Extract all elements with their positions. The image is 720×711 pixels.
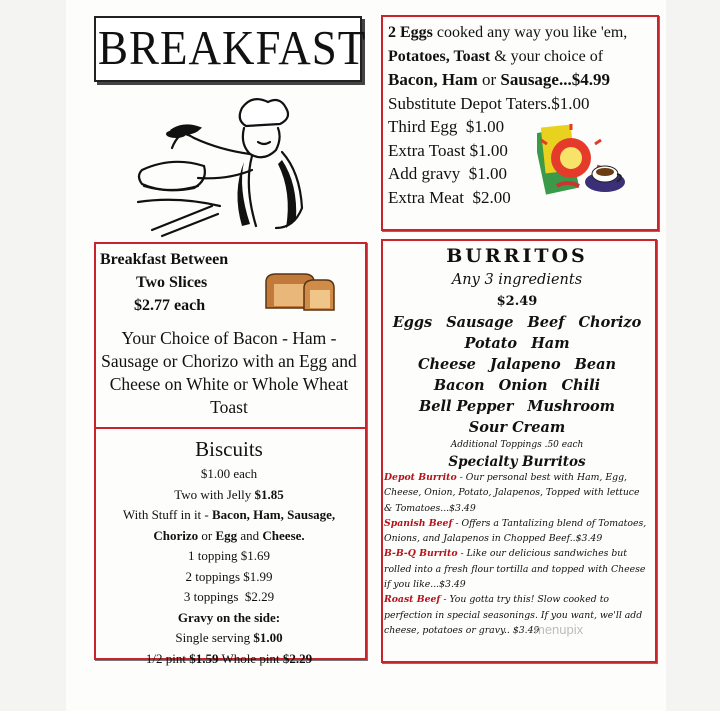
eggs-line-3 (388, 68, 658, 92)
gravy-single (99, 628, 359, 649)
specialty-desc: - Like our delicious sandwiches but rolled into a fresh flour tortilla and topped with Cheese if you like...$3.49 (384, 548, 646, 591)
page-title: BREAKFAST (98, 20, 367, 75)
eggs-or: or (481, 70, 497, 89)
specialty-name: Roast Beef (384, 594, 441, 606)
burritos-title: BURRITOS (446, 245, 588, 267)
stuff-and: and (240, 527, 260, 543)
stuff-cheese: Cheese. (262, 527, 305, 543)
breakfast-plate-icon (537, 124, 629, 200)
ingredient: Ham (531, 335, 570, 352)
ingredient: Mushroom (527, 398, 616, 415)
extra-substitute: Substitute Depot Taters.$1.00 (388, 93, 590, 113)
additional-toppings: Additional Toppings .50 each (450, 440, 584, 450)
specialty-item (384, 470, 648, 516)
ingredient-row-6 (384, 417, 650, 438)
biscuits-stuff (99, 505, 359, 526)
between-line-2: Two Slices (136, 274, 208, 291)
stuff-items: Bacon, Ham, Sausage, (212, 507, 336, 522)
ingredient: Beef (527, 314, 565, 331)
extra-toast: Extra Toast $1.00 (388, 140, 508, 160)
eggs-bold-3: Bacon, Ham (388, 70, 478, 89)
between-description: Your Choice of Bacon - Ham - Sausage or Chorizo with an Egg and Cheese on White or Whole Wheat Toast (101, 328, 357, 417)
eggs-price: Sausage...$4.99 (500, 70, 610, 89)
single-label: Single serving (175, 630, 251, 645)
between-line-1: Breakfast Between (100, 251, 229, 268)
ingredient: Jalapeno (489, 356, 561, 373)
jelly-label: Two with Jelly (174, 486, 252, 502)
topping-3: 3 toppings $2.29 (183, 589, 275, 604)
ingredient: Onion (498, 377, 548, 394)
half-label: 1/2 pint (145, 650, 186, 666)
ingredient-row-1 (384, 312, 650, 333)
ingredient: Potato (464, 335, 518, 352)
ingredient: Cheese (417, 356, 476, 373)
stuff-or: or (201, 527, 213, 543)
burritos-price: $2.49 (496, 294, 538, 309)
watermark: menupix (534, 622, 584, 637)
stuff-label: With Stuff in it - (122, 507, 209, 522)
single-price: $1.00 (253, 630, 283, 645)
specialty-list (384, 470, 648, 638)
toast-icon (260, 272, 336, 314)
extra-third-egg: Third Egg $1.00 (388, 117, 505, 136)
biscuits-section (99, 434, 359, 669)
topping-2: 2 toppings $1.99 (185, 568, 273, 584)
ingredient-row-5 (384, 396, 650, 417)
specialty-desc: - You gotta try this! Slow cooked to perfection in special seasonings. If you want, we'll add cheese, potatoes or gravy.. $3.49 (384, 594, 643, 636)
between-slices-heading (100, 248, 228, 317)
between-price: $2.77 each (134, 297, 206, 314)
eggs-bold-2: Potatoes, Toast (388, 47, 491, 65)
ingredient: Sausage (446, 314, 514, 331)
ingredient: Bean (574, 356, 617, 373)
specialty-title: Specialty Burritos (448, 454, 586, 470)
ingredient: Bacon (433, 377, 485, 394)
ingredient: Bell Pepper (418, 398, 514, 415)
eggs-bold-1: 2 Eggs (388, 24, 433, 41)
specialty-name: Spanish Beef (384, 517, 453, 529)
biscuits-title: Biscuits (195, 437, 263, 461)
specialty-desc: - Offers a Tantalizing blend of Tomatoes, Onions, and Jalapenos in Chopped Beef..$3.49 (384, 517, 647, 545)
gravy-title: Gravy on the side: (177, 609, 281, 625)
specialty-name: Depot Burrito (384, 472, 457, 483)
burritos-section (384, 242, 650, 472)
gravy-pints (99, 649, 359, 670)
jelly-price: $1.85 (254, 486, 284, 502)
whole-label: Whole pint (221, 650, 280, 666)
eggs-rest-2: & your choice of (490, 47, 604, 65)
topping-1: 1 topping $1.69 (188, 548, 270, 563)
specialty-item (384, 516, 648, 547)
ingredient: Sour Cream (468, 419, 566, 436)
biscuits-each: $1.00 each (200, 466, 258, 481)
half-price: $1.59 (189, 650, 219, 666)
specialty-desc: - Our personal best with Ham, Egg, Cheese, Onion, Potato, Jalapenos, Topped with lettuce & Tomatoes...$3.49 (384, 472, 640, 514)
ingredient: Chili (561, 377, 601, 394)
ingredient: Chorizo (578, 314, 642, 331)
ingredient-row-2 (384, 333, 650, 354)
ingredient: Eggs (392, 314, 433, 331)
burritos-any: Any 3 ingredients (451, 272, 583, 288)
extra-meat: Extra Meat $2.00 (388, 187, 511, 207)
eggs-line-1 (388, 21, 658, 45)
biscuits-jelly (99, 485, 359, 506)
whole-price: $2.29 (282, 650, 313, 666)
ingredient-row-3 (384, 354, 650, 375)
biscuits-stuff-2 (99, 526, 359, 547)
eggs-line-2 (388, 45, 658, 69)
eggs-rest-1: cooked any way you like 'em, (432, 24, 628, 41)
stuff-chorizo: Chorizo (153, 527, 199, 543)
ingredient-row-4 (384, 375, 650, 396)
specialty-name: B-B-Q Burrito (384, 548, 458, 560)
stuff-egg: Egg (215, 527, 238, 543)
specialty-item (384, 546, 648, 592)
extra-gravy: Add gravy $1.00 (388, 164, 507, 183)
specialty-item (384, 592, 648, 638)
chef-illustration-icon (132, 90, 332, 240)
